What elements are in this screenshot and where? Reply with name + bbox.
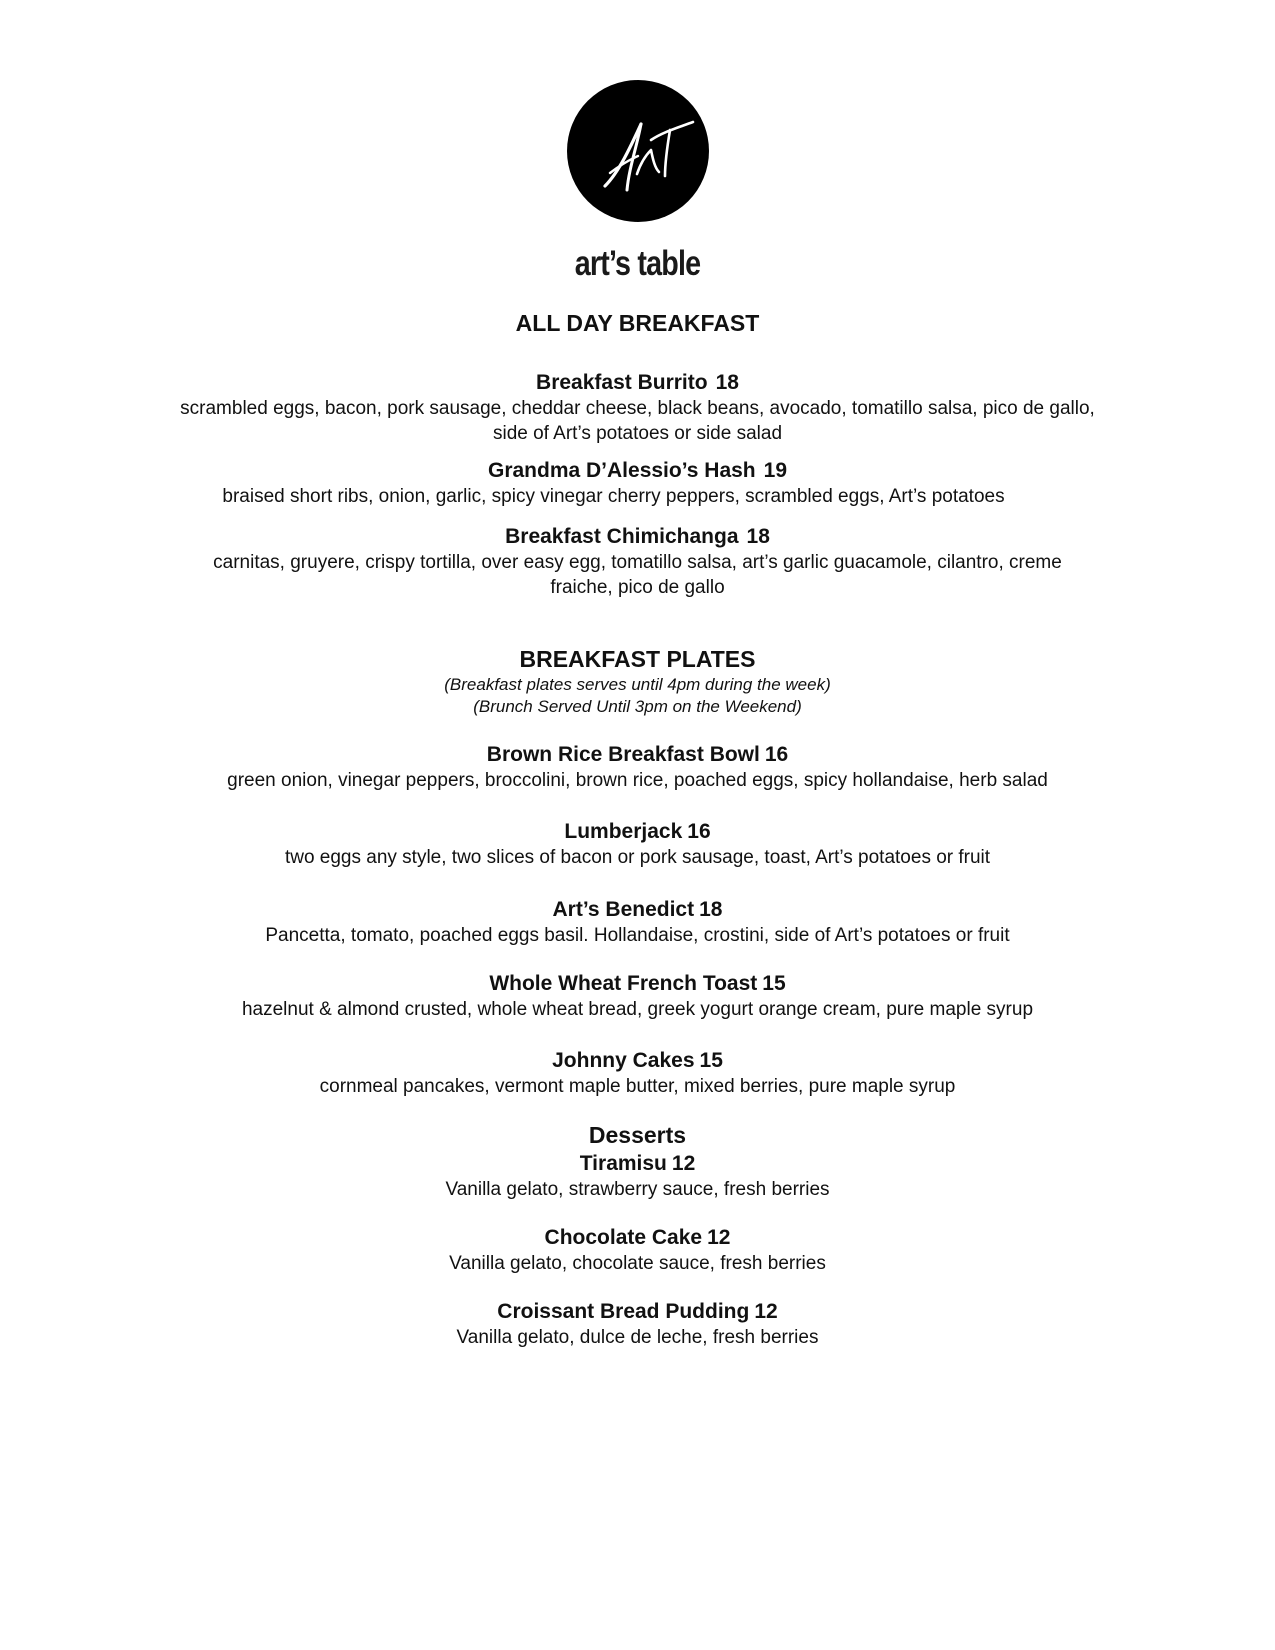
section-title-desserts: Desserts xyxy=(588,1122,687,1148)
item-description: Vanilla gelato, chocolate sauce, fresh berries xyxy=(449,1253,826,1274)
item-price: 12 xyxy=(671,1152,696,1175)
menu-item xyxy=(0,1151,1275,1202)
item-name: Johnny Cakes xyxy=(552,1049,695,1072)
item-price: 18 xyxy=(699,898,723,921)
item-name: Lumberjack xyxy=(564,820,683,843)
item-price: 15 xyxy=(762,972,786,995)
menu-item xyxy=(0,742,1275,793)
item-name: Whole Wheat French Toast xyxy=(489,972,758,995)
logo-mark xyxy=(567,80,709,222)
section-title-all-day: ALL DAY BREAKFAST xyxy=(515,310,760,336)
note-weekend: (Brunch Served Until 3pm on the Weekend) xyxy=(473,697,802,716)
item-description: green onion, vinegar peppers, broccolini, brown rice, poached eggs, spicy hollandaise, herb salad xyxy=(227,770,1048,791)
section-title-plates: BREAKFAST PLATES xyxy=(519,646,756,672)
item-price: 16 xyxy=(687,820,711,843)
item-name: Grandma D’Alessio’s Hash xyxy=(487,459,756,482)
item-description: hazelnut & almond crusted, whole wheat bread, greek yogurt orange cream, pure maple syrup xyxy=(241,999,1034,1020)
logo xyxy=(0,80,1275,222)
menu-item xyxy=(0,819,1275,870)
item-name: Breakfast Burrito xyxy=(536,371,708,394)
menu-item xyxy=(0,1299,1275,1350)
item-name: Art’s Benedict xyxy=(552,898,695,921)
item-description: Vanilla gelato, dulce de leche, fresh berries xyxy=(456,1327,819,1348)
item-price: 18 xyxy=(746,525,770,548)
menu-item xyxy=(0,971,1275,1022)
menu-item xyxy=(0,1048,1275,1099)
item-description: carnitas, gruyere, crispy tortilla, over easy egg, tomatillo salsa, art’s garlic guacamole, cilantro, creme fraiche, pico de gallo xyxy=(213,552,1062,598)
item-description: cornmeal pancakes, vermont maple butter, mixed berries, pure maple syrup xyxy=(319,1076,956,1097)
menu-item xyxy=(0,370,1275,446)
menu-item xyxy=(0,524,1275,600)
menu-item xyxy=(0,458,1275,509)
brand-wordmark: art’s table xyxy=(574,244,701,283)
item-name: Tiramisu xyxy=(579,1152,667,1175)
item-description: Pancetta, tomato, poached eggs basil. Hollandaise, crostini, side of Art’s potatoes or fruit xyxy=(265,925,1010,946)
item-price: 19 xyxy=(763,459,787,482)
menu-item xyxy=(0,897,1275,948)
item-name: Chocolate Cake xyxy=(544,1226,703,1249)
item-price: 15 xyxy=(699,1049,723,1072)
item-price: 16 xyxy=(764,743,789,766)
item-description: braised short ribs, onion, garlic, spicy vinegar cherry peppers, scrambled eggs, Art’s potatoes xyxy=(222,486,1005,507)
item-price: 18 xyxy=(715,371,739,394)
item-name: Brown Rice Breakfast Bowl xyxy=(486,743,760,766)
item-name: Croissant Bread Pudding xyxy=(497,1300,750,1323)
item-name: Breakfast Chimichanga xyxy=(505,525,739,548)
menu-item xyxy=(0,1225,1275,1276)
item-price: 12 xyxy=(754,1300,778,1323)
section-notes xyxy=(0,674,1275,718)
item-description: two eggs any style, two slices of bacon or pork sausage, toast, Art’s potatoes or fruit xyxy=(284,847,991,868)
item-description: scrambled eggs, bacon, pork sausage, cheddar cheese, black beans, avocado, tomatillo salsa, pico de gallo, side of Art’s potatoes or side salad xyxy=(180,398,1095,444)
item-description: Vanilla gelato, strawberry sauce, fresh berries xyxy=(445,1179,830,1200)
item-price: 12 xyxy=(707,1226,731,1249)
note-weekday: (Breakfast plates serves until 4pm during the week) xyxy=(444,675,831,694)
